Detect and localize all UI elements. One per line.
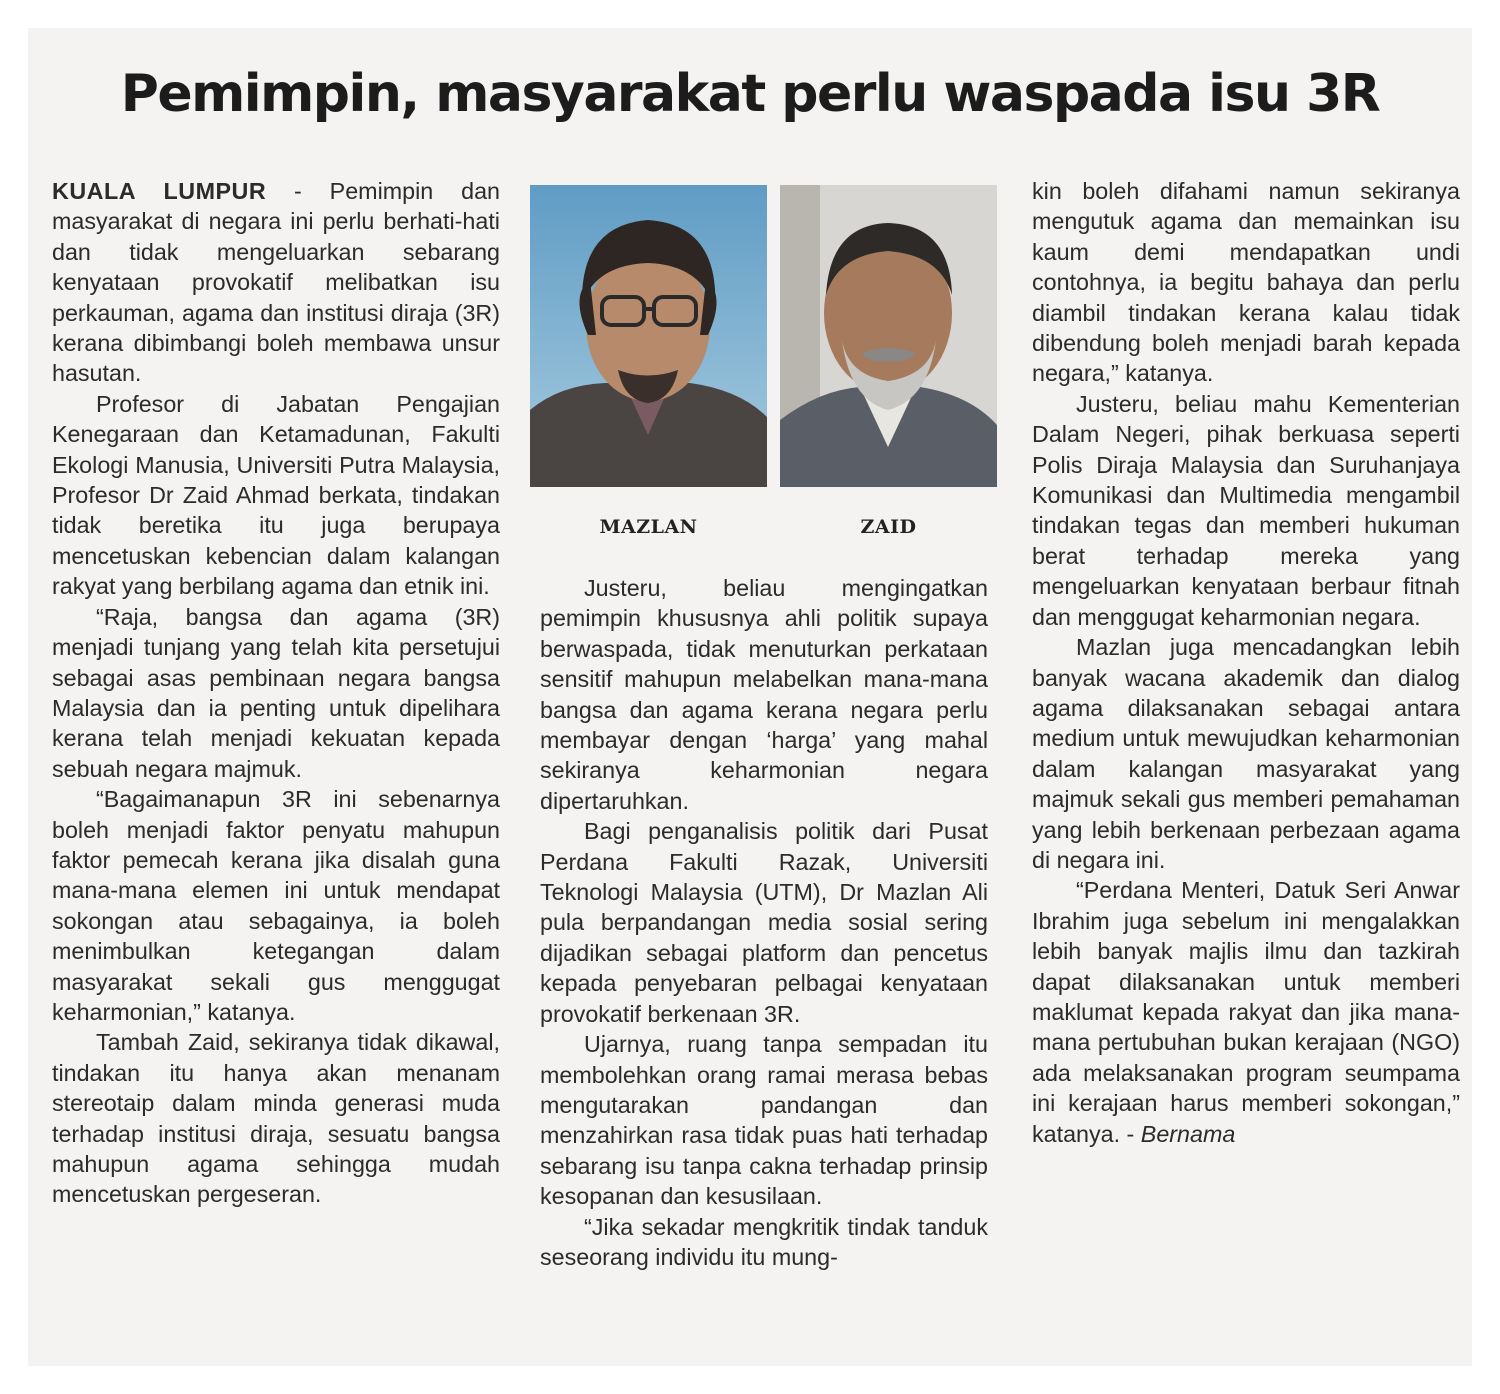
article-column-2 [540,573,988,1272]
paragraph-10: Justeru, beliau mahu Kementerian Dalam Negeri, pihak berkuasa seperti Polis Diraja Malaysia dan Suruhanjaya Komunikasi dan Multimedia mengambil tindakan tegas dan memberi hukuman berat terhadap mereka yang mengeluarkan kenyataan berbaur fitnah dan menggugat keharmonian negara. [1032,390,1460,630]
newspaper-clipping [28,28,1472,1366]
paragraph-8: Ujarnya, ruang tanpa sempadan itu membolehkan orang ramai merasa bebas mengutarakan pandangan dan menzahirkan rasa tidak puas hati terhadap sebarang isu tanpa cakna terhadap prinsip kesopanan dan kesusilaan. [540,1031,988,1210]
paragraph-2: Profesor di Jabatan Pengajian Kenegaraan dan Ketamadunan, Fakulti Ekologi Manusia, Universiti Putra Malaysia, Profesor Dr Zaid Ahmad berkata, tindakan tidak beretika itu juga berupaya mencetuskan kebencian dalam kalangan rakyat yang berbilang agama dan etnik ini. [52,390,500,600]
photo-zaid [780,185,997,487]
paragraph-12-text: “Perdana Menteri, Datuk Seri Anwar Ibrahim juga sebelum ini mengalakkan lebih banyak majlis ilmu dan tazkirah dapat dilaksanakan untuk memberi maklumat kepada rakyat dan jika mana-mana pertubuhan bukan kerajaan (NGO) ada melaksanakan program seumpama ini kerajaan harus memberi sokongan,” katanya. - [1032,877,1460,1147]
article-column-1 [52,176,500,1210]
paragraph-9-continued: kin boleh difahami namun sekiranya mengutuk agama dan memainkan isu kaum demi mendapatkan undi contohnya, ia begitu bahaya dan perlu diambil tindakan kerana kalau tidak dibendung boleh menjadi barah kepada negara,” katanya. [1032,178,1460,387]
paragraph-7: Bagi penganalisis politik dari Pusat Perdana Fakulti Razak, Universiti Teknologi Malaysia (UTM), Dr Mazlan Ali pula berpandangan media sosial sering dijadikan sebagai platform dan pencetus kepada penyebaran pelbagai kenyataan provokatif berkenaan 3R. [540,818,988,1027]
caption-zaid: ZAID [860,516,917,538]
article-column-3 [1032,176,1460,1149]
paragraph-3: “Raja, bangsa dan agama (3R) menjadi tunjang yang telah kita persetujui sebagai asas pembinaan negara bangsa Malaysia dan ia penting untuk dipelihara kerana telah menjadi kekuatan kepada sebuah negara majmuk. [52,603,500,782]
portrait-zaid-image [780,185,997,487]
paragraph-1 [52,176,500,389]
dateline: KUALA LUMPUR [52,178,267,204]
news-agency-credit: Bernama [1140,1120,1236,1147]
headline: Pemimpin, masyarakat perlu waspada isu 3R [120,64,1380,124]
portrait-mazlan-image [530,185,767,487]
paragraph-5: Tambah Zaid, sekiranya tidak dikawal, tindakan itu hanya akan menanam stereotaip dalam minda generasi muda terhadap institusi diraja, sesuatu bangsa mahupun agama sehingga mudah mencetuskan pergeseran. [52,1029,500,1208]
paragraph-12 [1032,875,1460,1149]
paragraph-1-text: - Pemimpin dan masyarakat di negara ini perlu berhati-hati dan tidak mengeluarkan sebarang kenyataan provokatif melibatkan isu perkauman, agama dan institusi diraja (3R) kerana dibimbangi boleh membawa unsur hasutan. [52,178,500,387]
caption-mazlan: MAZLAN [599,516,698,538]
paragraph-11: Mazlan juga mencadangkan lebih banyak wacana akademik dan dialog agama dilaksanakan sebagai antara medium untuk mewujudkan keharmonian dalam kalangan masyarakat yang majmuk sekali gus memberi pemahaman yang lebih berkenaan perbezaan agama di negara ini. [1032,634,1460,873]
paragraph-9: “Jika sekadar mengkritik tindak tanduk seseorang individu itu mung- [540,1213,988,1270]
paragraph-6: Justeru, beliau mengingatkan pemimpin khususnya ahli politik supaya berwaspada, tidak menuturkan perkataan sensitif mahupun melabelkan mana-mana bangsa dan agama kerana negara perlu membayar dengan ‘harga’ yang mahal sekiranya keharmonian negara dipertaruhkan. [540,575,988,814]
paragraph-4: “Bagaimanapun 3R ini sebenarnya boleh menjadi faktor penyatu mahupun faktor pemecah kerana jika disalah guna mana-mana elemen ini untuk mendapat sokongan atau sebagainya, ia boleh menimbulkan ketegangan dalam masyarakat sekali gus menggugat keharmonian,” katanya. [52,786,500,1025]
photo-mazlan [530,185,767,487]
